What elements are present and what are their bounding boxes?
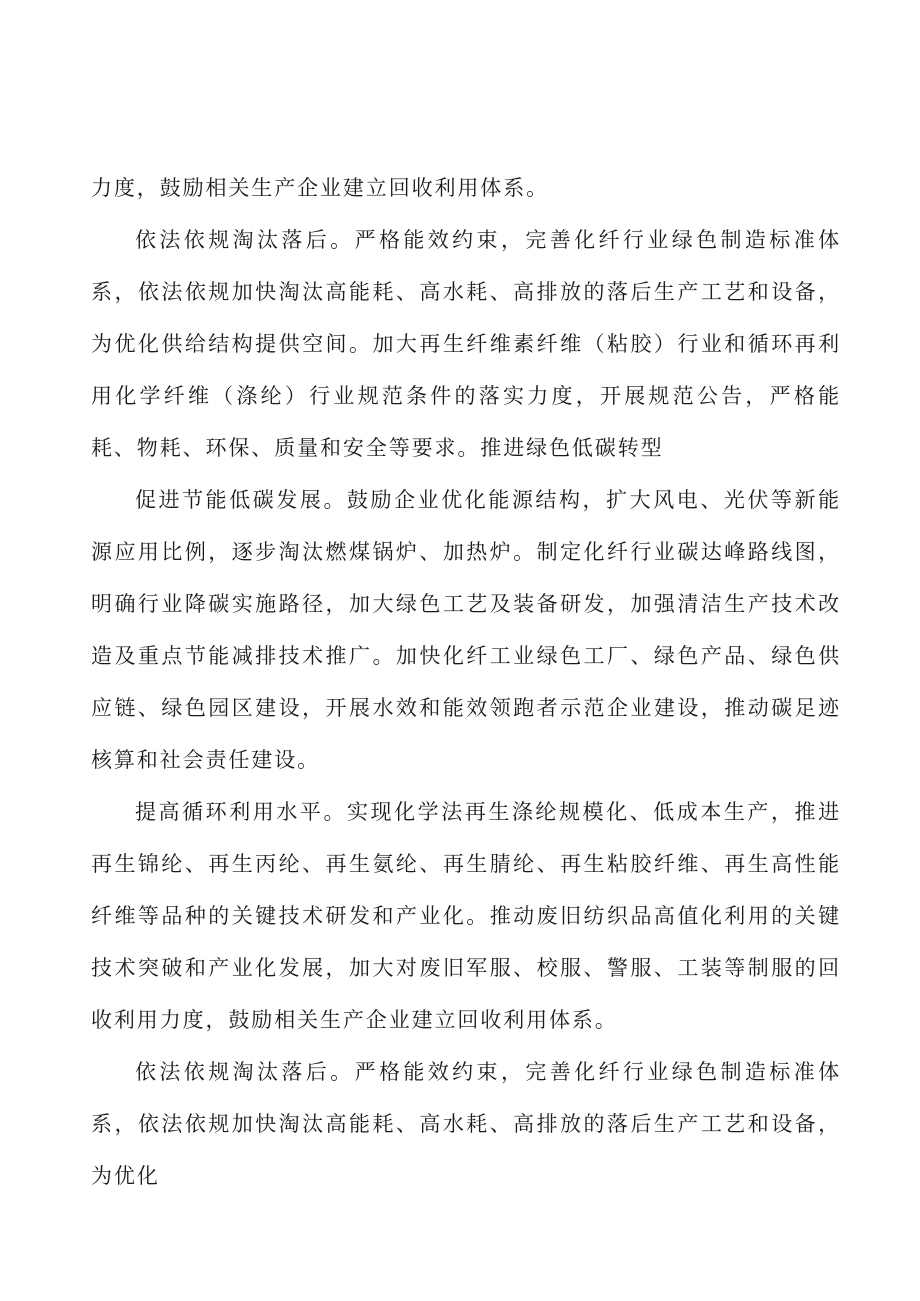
paragraph-continuation: 力度，鼓励相关生产企业建立回收利用体系。 bbox=[91, 176, 549, 200]
paragraph-eliminate-backward-repeat: 依法依规淘汰落后。严格能效约束，完善化纤行业绿色制造标准体系，依法依规加快淘汰高能耗、高水耗、高排放的落后生产工艺和设备，为优化 bbox=[91, 1060, 841, 1188]
paragraph-eliminate-backward: 依法依规淘汰落后。严格能效约束，完善化纤行业绿色制造标准体系，依法依规加快淘汰高能耗、高水耗、高排放的落后生产工艺和设备，为优化供给结构提供空间。加大再生纤维素纤维（粘胶）行业和循环再利用化学纤维（涤纶）行业规范条件的落实力度，开展规范公告，严格能耗、物耗、环保、质量和安全等要求。推进绿色低碳转型 bbox=[91, 228, 841, 460]
paragraph-low-carbon: 促进节能低碳发展。鼓励企业优化能源结构，扩大风电、光伏等新能源应用比例，逐步淘汰燃煤锅炉、加热炉。制定化纤行业碳达峰路线图，明确行业降碳实施路径，加大绿色工艺及装备研发，加强清洁生产技术改造及重点节能减排技术推广。加快化纤工业绿色工厂、绿色产品、绿色供应链、绿色园区建设，开展水效和能效领跑者示范企业建设，推动碳足迹核算和社会责任建设。 bbox=[91, 488, 841, 772]
document-body bbox=[91, 162, 841, 1202]
paragraph-recycling: 提高循环利用水平。实现化学法再生涤纶规模化、低成本生产，推进再生锦纶、再生丙纶、再生氨纶、再生腈纶、再生粘胶纤维、再生高性能纤维等品种的关键技术研发和产业化。推动废旧纺织品高值化利用的关键技术突破和产业化发展，加大对废旧军服、校服、警服、工装等制服的回收利用力度，鼓励相关生产企业建立回收利用体系。 bbox=[91, 800, 841, 1032]
